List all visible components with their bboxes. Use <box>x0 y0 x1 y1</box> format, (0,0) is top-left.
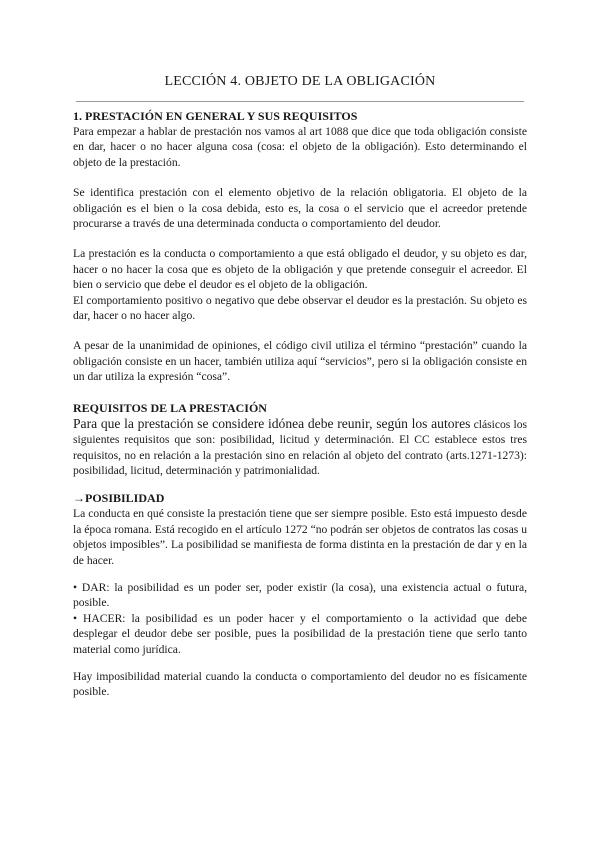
title-divider <box>76 101 524 102</box>
paragraph: Se identifica prestación con el elemento objetivo de la relación obligatoria. El objeto de la obligación es el bien o la cosa debida, esto es, la cosa o el servicio que el acreedor pretende procurarse a través de una determinada conducta o comportamiento del deudor. <box>73 186 527 231</box>
section-heading-posibilidad: →POSIBILIDAD <box>73 491 165 506</box>
paragraph: Para empezar a hablar de prestación nos vamos al art 1088 que dice que toda obligación consiste en dar, hacer o no hacer alguna cosa (cosa: el objeto de la obligación). Esto determinando el objeto de la prestación. <box>73 125 527 169</box>
paragraph: El comportamiento positivo o negativo que debe observar el deudor es la prestación. Su objeto es dar, hacer o no hacer algo. <box>73 293 527 323</box>
paragraph: La prestación es la conducta o comportamiento a que está obligado el deudor, y su objeto es dar, hacer o no hacer la cosa que es objeto de la obligación y que pretende conseguir el acreedor. El bien o servicio que debe el deudor es el objeto de la obligación. <box>73 247 527 292</box>
paragraph: A pesar de la unanimidad de opiniones, el código civil utiliza el término “prestación” cuando la obligación consiste en un hacer, también utiliza aquí “servicios”, pero si la obligación consiste en un dar utiliza la expresión “cosa”. <box>73 339 527 384</box>
document-body <box>73 108 527 700</box>
paragraph: Hay imposibilidad material cuando la conducta o comportamiento del deudor no es físicamente posible. <box>73 669 527 699</box>
paragraph: La conducta en qué consiste la prestación tiene que ser siempre posible. Esto está impuesto desde la época romana. Está recogido en el artículo 1272 “no podrán ser objetos de contratos las cosas u objetos imposibles”. La posibilidad se manifiesta de forma distinta en la prestación de dar y en la de hacer. <box>73 507 527 567</box>
section-heading-requisitos: REQUISITOS DE LA PRESTACIÓN <box>73 400 267 415</box>
document-title: LECCIÓN 4. OBJETO DE LA OBLIGACIÓN <box>164 74 436 89</box>
paragraph <box>73 416 527 479</box>
section-heading-prestacion: 1. PRESTACIÓN EN GENERAL Y SUS REQUISITOS <box>73 109 358 123</box>
bullet-item-hacer: • HACER: la posibilidad es un poder hacer y el comportamiento o la actividad que debe desplegar el deudor debe ser posible, pues la posibilidad de la prestación tiene que serlo tanto material como jurídica. <box>73 611 527 656</box>
paragraph-rest: clásicos los siguientes requisitos que son: posibilidad, licitud y determinación. El CC establece estos tres requisitos, no en relación a la prestación sino en relación al objeto del contrato (arts.1271-1273): posibilidad, licitud, determinación y patrimonialidad. <box>73 417 527 477</box>
paragraph-lead: Para que la prestación se considere idónea debe reunir, según los autores <box>73 415 471 431</box>
bullet-item-dar: • DAR: la posibilidad es un poder ser, poder existir (la cosa), una existencia actual o futura, posible. <box>73 580 527 610</box>
